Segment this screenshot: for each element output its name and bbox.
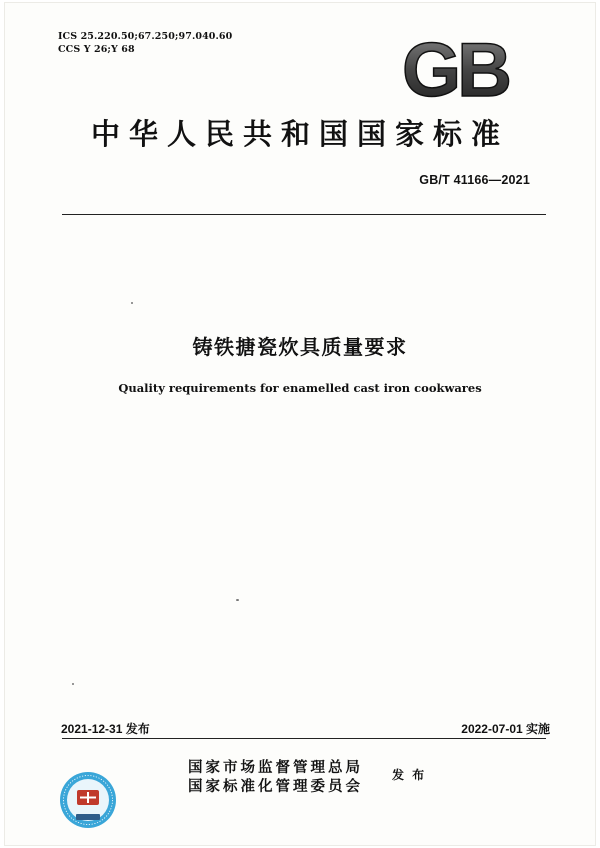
implementation-date: 2022-07-01 实施 — [461, 722, 550, 736]
issue-date: 2021-12-31 发布 — [61, 722, 150, 736]
anti-counterfeit-seal — [58, 770, 118, 830]
scan-speck — [131, 302, 133, 304]
issuer-sac: 国家标准化管理委员会 — [188, 779, 363, 795]
standard-number: GB/T 41166—2021 — [419, 173, 530, 187]
title-chinese: 铸铁搪瓷炊具质量要求 — [192, 335, 408, 359]
scan-speck — [72, 683, 74, 685]
gb-logo — [398, 36, 513, 102]
issuer-samr: 国家市场监督管理总局 — [188, 760, 363, 776]
gb-logo-text: GB — [402, 36, 508, 102]
ics-code: ICS 25.220.50;67.250;97.040.60 — [58, 31, 233, 42]
scan-speck — [236, 599, 239, 601]
ccs-code: CCS Y 26;Y 68 — [58, 44, 135, 55]
top-divider — [62, 214, 546, 215]
standard-body-title: 中华人民共和国国家标准 — [90, 117, 509, 151]
bottom-divider — [62, 738, 546, 739]
publish-label: 发 布 — [392, 768, 427, 782]
title-english: Quality requirements for enamelled cast iron cookwares — [118, 381, 482, 395]
